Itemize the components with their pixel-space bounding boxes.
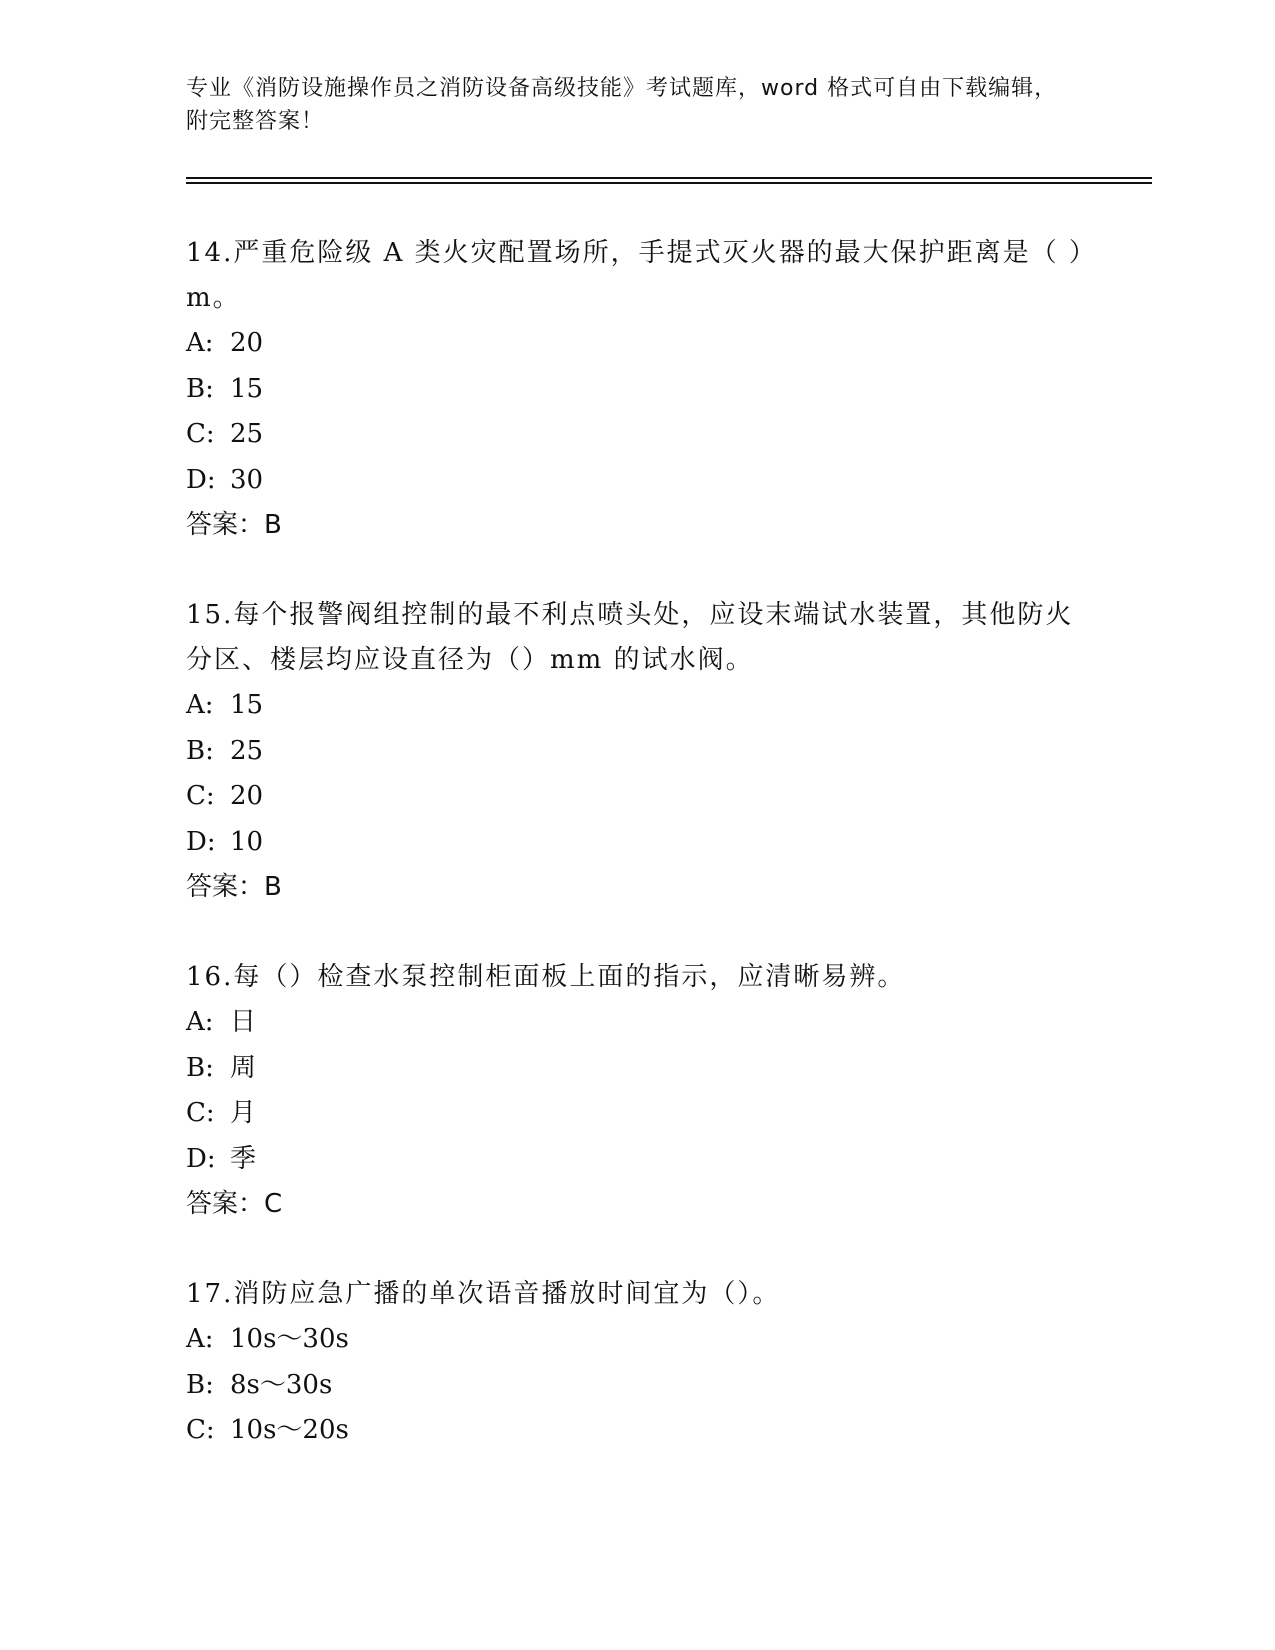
question-stem: 15.每个报警阀组控制的最不利点喷头处，应设末端试水装置，其他防火分区、楼层均应设直径为（）mm 的试水阀。 bbox=[186, 600, 1074, 675]
option-text: 20 bbox=[230, 328, 264, 358]
option-d bbox=[186, 1137, 1086, 1183]
option-text: 8s～30s bbox=[230, 1369, 333, 1400]
option-text: 30 bbox=[230, 464, 264, 495]
option-d bbox=[186, 820, 1086, 866]
option-letter: B: bbox=[186, 1369, 214, 1400]
option-letter: B: bbox=[186, 735, 214, 766]
option-text: 季 bbox=[230, 1143, 257, 1174]
question-17 bbox=[186, 1272, 1086, 1454]
option-letter: B: bbox=[186, 373, 214, 404]
option-b bbox=[186, 1363, 1086, 1409]
option-text: 10s～20s bbox=[230, 1415, 349, 1445]
answer-line: 答案：B bbox=[186, 872, 282, 902]
option-d bbox=[186, 458, 1086, 504]
option-letter: C: bbox=[186, 1098, 215, 1128]
option-letter: C: bbox=[186, 419, 215, 449]
option-text: 月 bbox=[230, 1098, 257, 1128]
header-divider-bottom bbox=[186, 182, 1152, 184]
option-a bbox=[186, 683, 1086, 729]
answer-line: 答案：C bbox=[186, 1189, 283, 1219]
option-text: 15 bbox=[230, 690, 264, 720]
option-text: 25 bbox=[230, 735, 264, 766]
option-letter: A: bbox=[186, 1324, 214, 1354]
option-letter: B: bbox=[186, 1052, 214, 1083]
option-letter: D: bbox=[186, 464, 216, 495]
option-a bbox=[186, 321, 1086, 367]
option-c bbox=[186, 1091, 1086, 1137]
option-text: 日 bbox=[230, 1007, 257, 1037]
option-text: 10s～30s bbox=[230, 1324, 349, 1354]
option-text: 15 bbox=[230, 373, 264, 404]
question-14 bbox=[186, 231, 1086, 548]
question-stem: 14.严重危险级 A 类火灾配置场所，手提式灭火器的最大保护距离是（ ）m。 bbox=[186, 238, 1084, 313]
option-text: 周 bbox=[230, 1052, 257, 1083]
option-b bbox=[186, 729, 1086, 775]
question-15 bbox=[186, 593, 1086, 910]
option-c bbox=[186, 1408, 1086, 1454]
question-stem: 17.消防应急广播的单次语音播放时间宜为（）。 bbox=[186, 1279, 781, 1309]
question-16 bbox=[186, 955, 1086, 1227]
option-text: 25 bbox=[230, 419, 264, 449]
question-stem: 16.每（）检查水泵控制柜面板上面的指示，应清晰易辨。 bbox=[186, 962, 906, 992]
option-a bbox=[186, 1000, 1086, 1046]
option-letter: D: bbox=[186, 1143, 216, 1174]
option-text: 10 bbox=[230, 826, 264, 857]
header-divider-top bbox=[186, 177, 1152, 179]
option-c bbox=[186, 774, 1086, 820]
option-a bbox=[186, 1317, 1086, 1363]
option-text: 20 bbox=[230, 781, 264, 811]
option-letter: C: bbox=[186, 1415, 215, 1445]
answer-line: 答案：B bbox=[186, 510, 282, 540]
option-letter: A: bbox=[186, 1007, 214, 1037]
option-letter: A: bbox=[186, 328, 214, 358]
option-letter: A: bbox=[186, 690, 214, 720]
option-c bbox=[186, 412, 1086, 458]
document-header: 专业《消防设施操作员之消防设备高级技能》考试题库，word 格式可自由下载编辑，附完整答案！ bbox=[186, 76, 1058, 134]
option-letter: D: bbox=[186, 826, 216, 857]
option-b bbox=[186, 367, 1086, 413]
option-letter: C: bbox=[186, 781, 215, 811]
option-b bbox=[186, 1046, 1086, 1092]
